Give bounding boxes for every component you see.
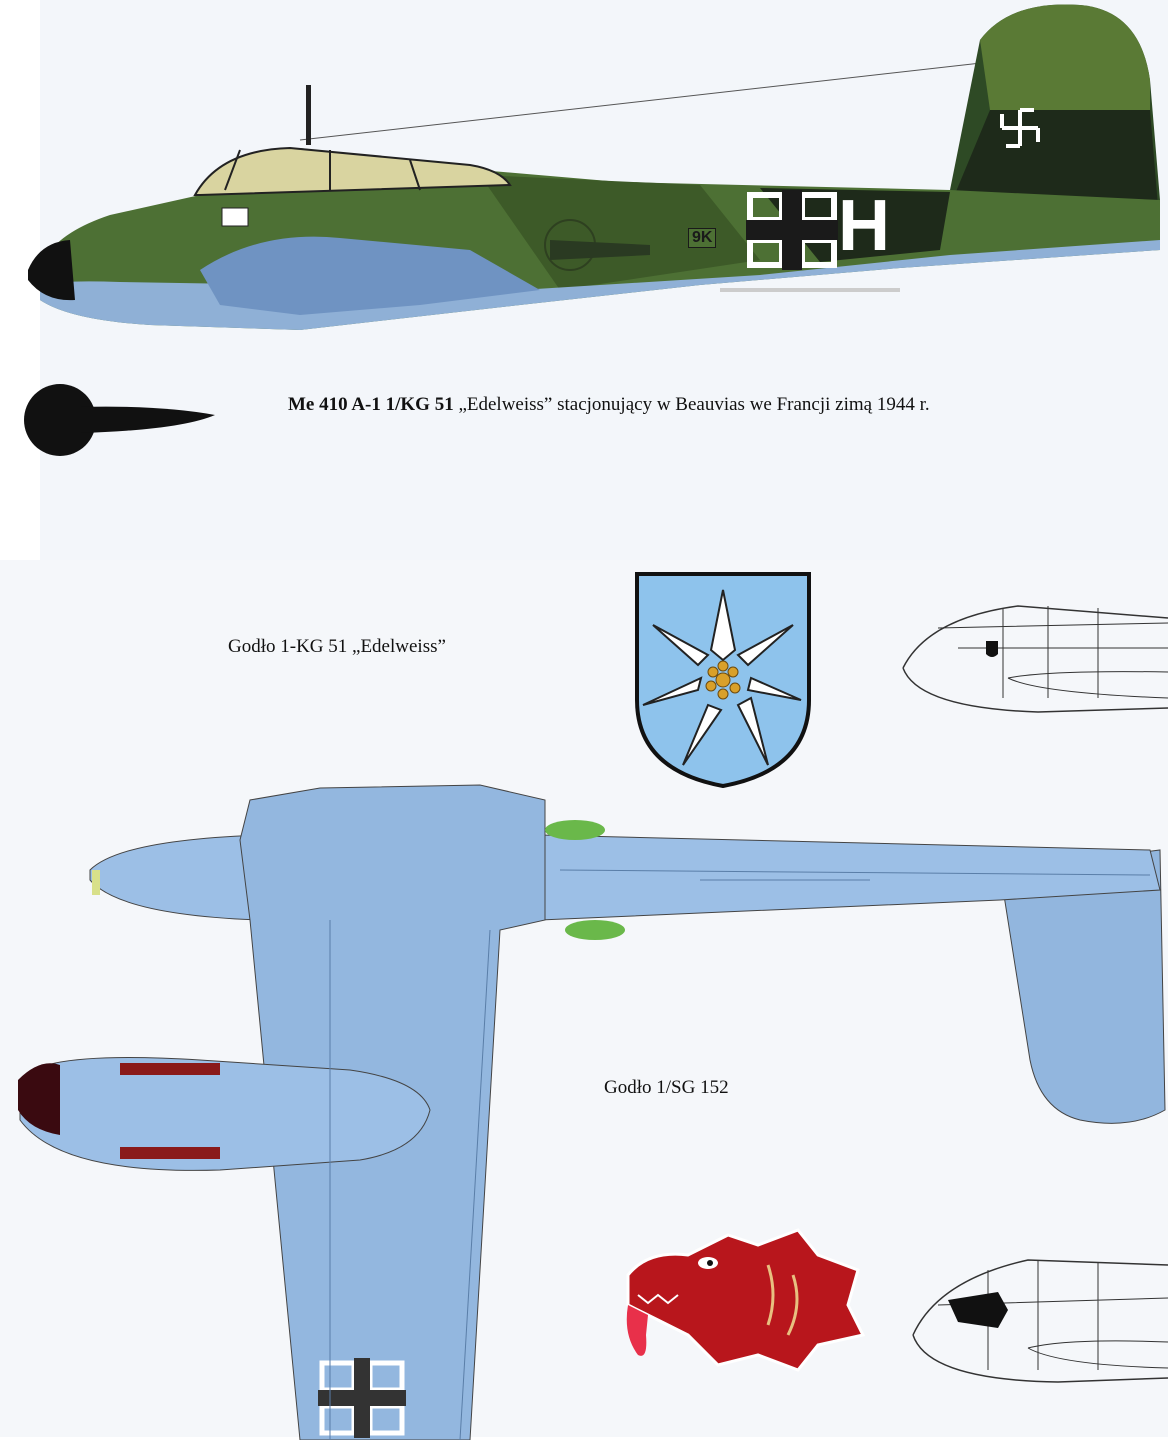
fuselage-code: 9K <box>688 228 716 248</box>
emblem1-label: Godło 1-KG 51 „Edelweiss” <box>228 636 446 657</box>
fuselage-letter: H <box>838 186 890 266</box>
canopy-outline-2 <box>908 1250 1168 1385</box>
caption-description: „Edelweiss” stacjonujący w Beauvias we Francji zimą 1944 r. <box>453 394 930 415</box>
caption-model: Me 410 A-1 1/KG 51 <box>288 394 454 415</box>
emblem2-label: Godło 1/SG 152 <box>604 1077 729 1098</box>
spinner-front-view <box>20 385 220 465</box>
profile-caption <box>288 394 930 416</box>
me410-side-profile <box>0 0 1168 380</box>
edelweiss-emblem <box>633 570 813 790</box>
wolf-head-emblem <box>618 1225 868 1375</box>
canopy-outline-1 <box>898 598 1168 718</box>
